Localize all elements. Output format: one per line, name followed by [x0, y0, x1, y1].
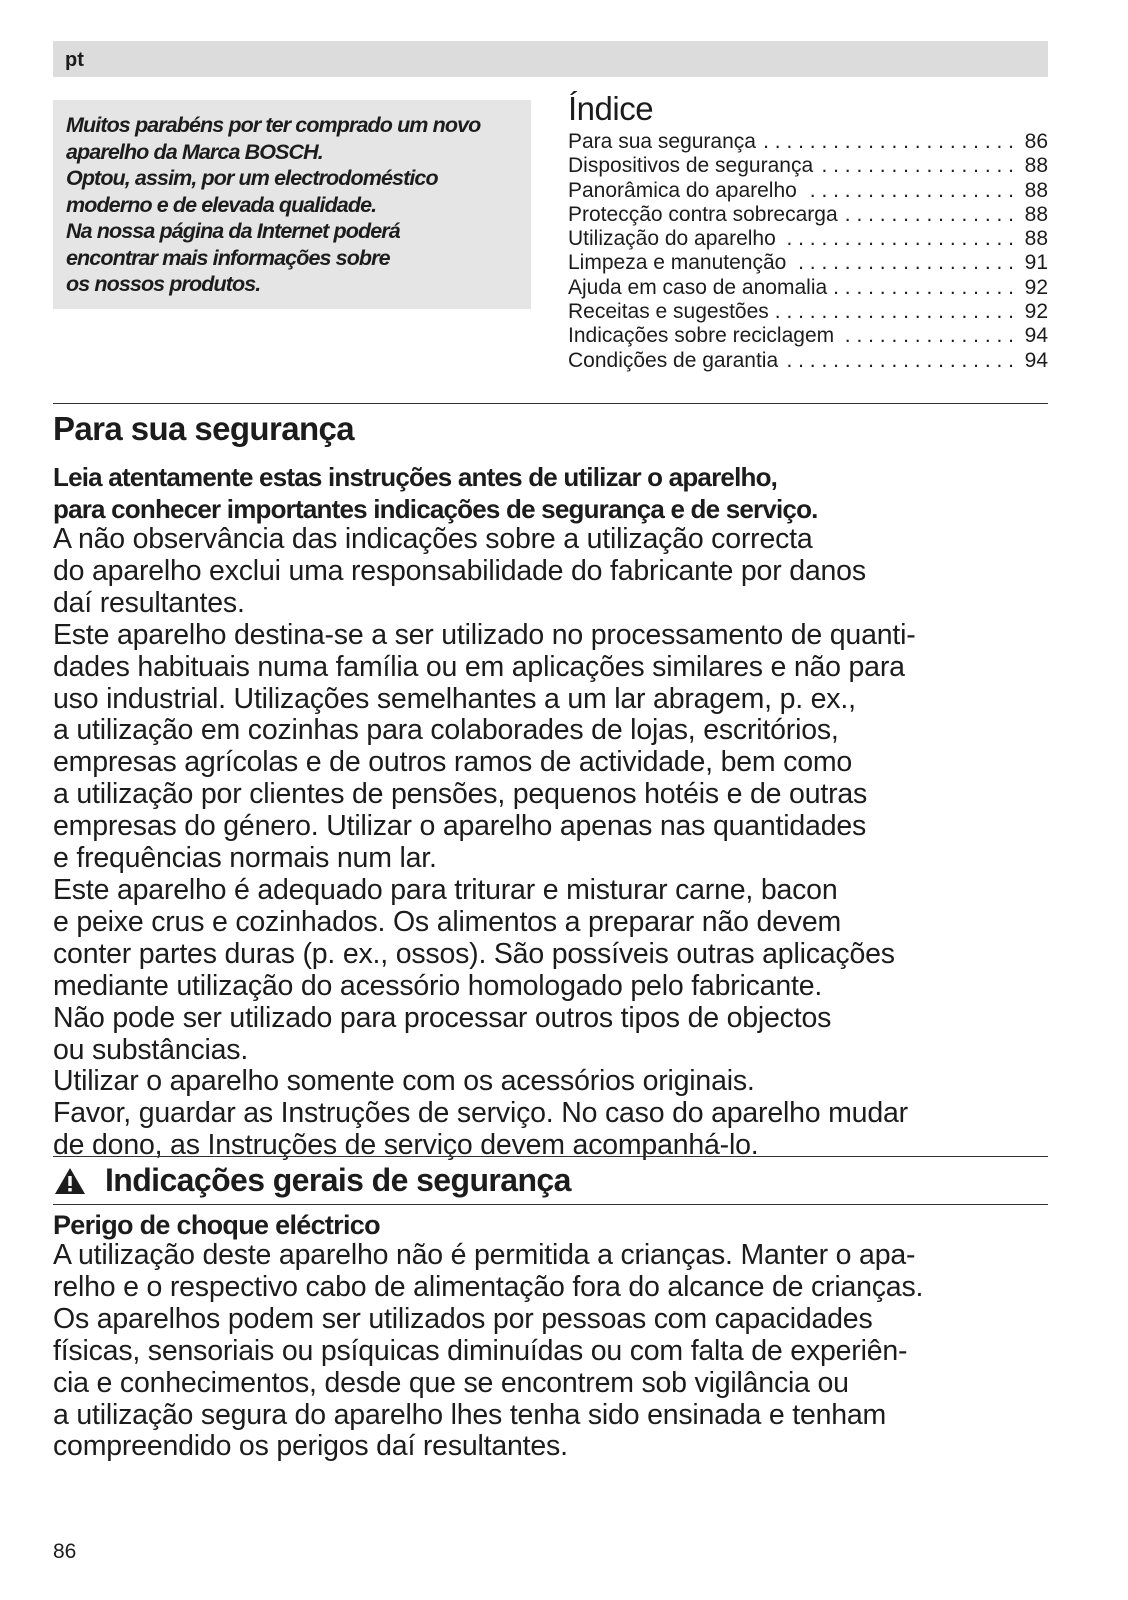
intro-line: os nossos produtos.	[66, 272, 261, 296]
general-safety-title: Indicações gerais de segurança	[105, 1162, 571, 1198]
body-line: mediante utilização do acessório homologado pelo fabricante.	[53, 969, 823, 1002]
section-divider	[53, 403, 1048, 404]
intro-line: Optou, assim, por um electrodoméstico	[66, 166, 438, 190]
general-safety-heading	[53, 1162, 571, 1199]
body-line: empresas do género. Utilizar o aparelho apenas nas quantidades	[53, 810, 867, 843]
body-line: a utilização segura do aparelho lhes tenha sido ensinada e tenham	[53, 1398, 887, 1431]
toc-entry[interactable]	[568, 251, 1048, 275]
body-line: Os aparelhos podem ser utilizados por pessoas com capacidades	[53, 1302, 873, 1335]
body-line: e frequências normais num lar.	[53, 842, 437, 875]
body-line: compreendido os perigos daí resultantes.	[53, 1430, 568, 1463]
safety-heading: Para sua segurança	[53, 410, 355, 447]
toc-entry[interactable]	[568, 203, 1048, 227]
toc-entry[interactable]	[568, 154, 1048, 178]
toc-entry[interactable]	[568, 227, 1048, 251]
toc-entry-page: 91	[1024, 251, 1048, 275]
toc-leader-dots	[840, 324, 1014, 348]
toc-entry-page: 92	[1024, 275, 1048, 299]
safety-lead	[53, 461, 1053, 525]
body-line: Este aparelho é adequado para triturar e misturar carne, bacon	[53, 873, 838, 906]
toc-entry-label: Dispositivos de segurança	[568, 154, 814, 178]
body-line: Este aparelho destina-se a ser utilizado no processamento de quanti-	[53, 618, 916, 651]
body-line: Favor, guardar as Instruções de serviço. No caso do aparelho mudar	[53, 1097, 908, 1130]
section-divider	[53, 1204, 1048, 1205]
body-line: do aparelho exclui uma responsabilidade do fabricante por danos	[53, 554, 866, 587]
toc-entry-page: 88	[1024, 178, 1048, 202]
body-line: e peixe crus e cozinhados. Os alimentos a preparar não devem	[53, 905, 842, 938]
body-line: Não pode ser utilizado para processar outros tipos de objectos	[53, 1001, 832, 1034]
toc-leader-dots	[833, 276, 1014, 300]
body-line: de dono, as Instruções de serviço devem acompanhá-lo.	[53, 1129, 759, 1162]
intro-line: aparelho da Marca BOSCH.	[66, 139, 323, 164]
toc-entry-page: 94	[1024, 324, 1048, 348]
safety-body	[53, 524, 1053, 1162]
toc-entry-page: 86	[1024, 130, 1048, 153]
toc-entry-label: Para sua segurança	[568, 130, 756, 153]
toc-entry[interactable]	[568, 349, 1048, 373]
toc-entry-label: Limpeza e manutenção	[568, 251, 787, 275]
toc-entry-page: 88	[1024, 154, 1048, 178]
body-line: relho e o respectivo cabo de alimentação fora do alcance de crianças.	[53, 1270, 924, 1303]
toc-entry-label: Indicações sobre reciclagem	[568, 324, 835, 348]
intro-line: Muitos parabéns por ter comprado um novo	[66, 113, 481, 137]
lead-line: Leia atentamente estas instruções antes de utilizar o aparelho,	[53, 462, 778, 492]
language-bar	[53, 41, 1048, 77]
body-line: dades habituais numa família ou em aplicações similares e não para	[53, 650, 905, 683]
body-line: daí resultantes.	[53, 586, 245, 619]
toc-leader-dots	[819, 154, 1014, 178]
toc-entry-page: 88	[1024, 227, 1048, 251]
general-safety-body	[53, 1240, 1053, 1463]
electric-shock-subheading: Perigo de choque eléctrico	[53, 1210, 380, 1240]
body-line: conter partes duras (p. ex., ossos). São possíveis outras aplicações	[53, 937, 895, 970]
toc-leader-dots	[792, 251, 1014, 275]
body-line: físicas, sensoriais ou psíquicas diminuídas ou com falta de experiên-	[53, 1334, 908, 1367]
intro-line: Na nossa página da Internet poderá	[66, 219, 400, 243]
toc-entry-page: 92	[1024, 300, 1048, 324]
warning-triangle-icon	[53, 1166, 87, 1196]
body-line: ou substâncias.	[53, 1033, 249, 1066]
toc-entry[interactable]	[568, 300, 1048, 324]
toc-entry[interactable]	[568, 179, 1048, 203]
toc-entry[interactable]	[568, 324, 1048, 348]
toc-entry-label: Receitas e sugestões	[568, 300, 769, 324]
body-line: empresas agrícolas e de outros ramos de actividade, bem como	[53, 746, 853, 779]
toc-entry-label: Condições de garantia	[568, 348, 779, 372]
intro-line: moderno e de elevada qualidade.	[66, 192, 377, 217]
body-line: A não observância das indicações sobre a utilização correcta	[53, 523, 813, 555]
body-line: uso industrial. Utilizações semelhantes a um lar abragem, p. ex.,	[53, 682, 856, 715]
body-line: cia e conhecimentos, desde que se encontrem sob vigilância ou	[53, 1366, 849, 1399]
toc-entry-label: Protecção contra sobrecarga	[568, 202, 838, 226]
intro-box	[53, 100, 531, 309]
toc-leader-dots	[775, 300, 1014, 324]
toc-leader-dots	[803, 179, 1014, 203]
toc-entry-label: Ajuda em caso de anomalia	[568, 275, 828, 299]
toc-leader-dots	[844, 203, 1014, 227]
language-tag: pt	[65, 49, 84, 71]
toc-leader-dots	[762, 130, 1014, 154]
page-number: 86	[53, 1540, 77, 1563]
body-line: A utilização deste aparelho não é permitida a crianças. Manter o apa-	[53, 1239, 916, 1271]
section-divider	[53, 1156, 1048, 1157]
toc-entry-page: 88	[1024, 202, 1048, 226]
toc-entry-label: Utilização do aparelho	[568, 227, 776, 251]
toc-entry[interactable]	[568, 276, 1048, 300]
toc-title: Índice	[568, 90, 654, 127]
toc-entry-label: Panorâmica do aparelho	[568, 178, 797, 202]
table-of-contents	[568, 130, 1048, 373]
toc-entry-page: 94	[1024, 348, 1048, 372]
toc-leader-dots	[784, 349, 1014, 373]
toc-leader-dots	[782, 227, 1014, 251]
body-line: a utilização em cozinhas para colaborades de lojas, escritórios,	[53, 714, 839, 747]
body-line: Utilizar o aparelho somente com os acessórios originais.	[53, 1065, 755, 1098]
lead-line: para conhecer importantes indicações de segurança e de serviço.	[53, 494, 818, 524]
toc-entry[interactable]	[568, 130, 1048, 154]
body-line: a utilização por clientes de pensões, pequenos hotéis e de outras	[53, 778, 868, 811]
intro-line: encontrar mais informações sobre	[66, 245, 390, 270]
